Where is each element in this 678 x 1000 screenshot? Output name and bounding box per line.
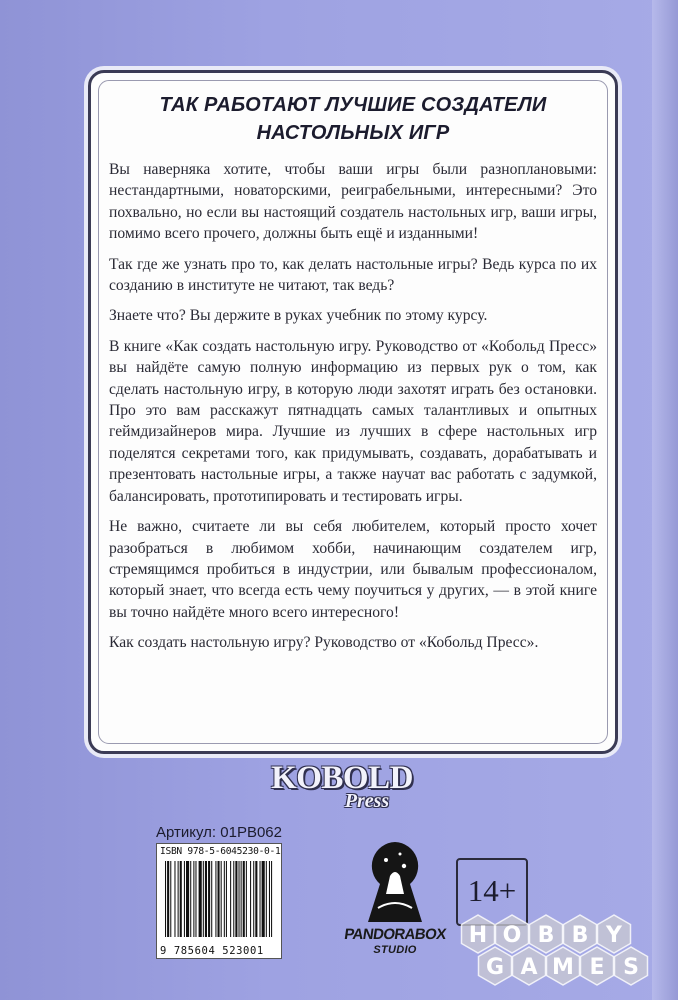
blurb-title-line1: ТАК РАБОТАЮТ ЛУЧШИЕ СОЗДАТЕЛИ: [159, 94, 547, 116]
ean-digits: 9 785604 523001: [160, 945, 264, 957]
watermark-letter: G: [485, 955, 505, 980]
blurb-paragraph-5: Не важно, считаете ли вы себя любителем, который просто хочет разобраться в любимом хобби, начинающим создателем игр, стремящимся пробиться в индустрии, или бывалым профессионалом, который знает, что всегда есть чему поучиться у других, — в этой книге вы точно найдёте много всего интересного!: [109, 518, 597, 621]
watermark-hexagon: [513, 947, 546, 985]
watermark-letter: B: [571, 923, 589, 948]
press-logo-word: Press: [344, 790, 390, 812]
watermark-letter: A: [520, 955, 538, 980]
blurb-paragraph-1: Вы наверняка хотите, чтобы ваши игры были разноплановыми: нестандартными, новаторскими, реиграбельными, интересными? Это похвально, но если вы настоящий создатель настольных игр, ваши игры, помимо всего прочего, должны быть ещё и изданными!: [109, 161, 597, 243]
watermark-letter: Y: [606, 923, 622, 948]
watermark-letter: H: [468, 923, 488, 948]
text-frame: [88, 70, 618, 754]
keyhole-icon: [340, 838, 450, 928]
watermark-hexagon: [598, 915, 631, 953]
watermark-hexagon: [462, 915, 495, 953]
watermark-hexagon: [547, 947, 580, 985]
kobold-logo-word: KOBOLD: [271, 760, 413, 796]
barcode: [163, 861, 275, 941]
watermark-hexagon: [496, 915, 529, 953]
age-rating-badge: 14+: [456, 858, 528, 926]
blurb-paragraph-4: В книге «Как создать настольную игру. Руководство от «Кобольд Пресс» вы найдёте самую полную информацию из первых рук о том, как сделать настольную игру, в которую люди захотят играть без остановки. Про это вам расскажут пятнадцать самых талантливых и опытных геймдизайнеров мира. Лучшие из лучших в сфере настольных игр поделятся секретами того, как придумывать, создавать, дорабатывать и презентовать настольные игры, а также научат вас работать с задумкой, балансировать, прототипировать и тестировать игры.: [109, 337, 597, 505]
pandora-box-name: PANDORABOX: [343, 926, 447, 943]
watermark-letter: E: [589, 955, 605, 980]
isbn-number: ISBN 978-5-6045230-0-1: [160, 846, 281, 857]
watermark-hexagon: [615, 947, 648, 985]
kobold-press-logo: [262, 762, 422, 812]
hobby-games-watermark: [456, 914, 672, 998]
watermark-hexagon: [530, 915, 563, 953]
blurb-paragraph-6: Как создать настольную игру? Руководство от «Кобольд Пресс».: [109, 634, 539, 652]
blurb-text: [109, 159, 597, 663]
barcode-block: [156, 843, 282, 959]
watermark-letter: M: [552, 955, 574, 980]
watermark-letter: B: [537, 923, 555, 948]
pandora-studio-label: STUDIO: [373, 944, 417, 956]
blurb-paragraph-2: Так где же узнать про то, как делать настольные игры? Ведь курса по их созданию в институте не читают, так ведь?: [109, 255, 597, 295]
watermark-hexagon: [479, 947, 512, 985]
cover-edge-shading: [652, 0, 678, 1000]
blurb-paragraph-3: Знаете что? Вы держите в руках учебник по этому курсу.: [109, 307, 488, 325]
watermark-letter: O: [502, 923, 522, 948]
article-number: Артикул: 01PB062: [156, 824, 282, 841]
blurb-title: [91, 91, 615, 147]
watermark-hexagon: [564, 915, 597, 953]
watermark-letter: S: [623, 955, 639, 980]
blurb-title-line2: НАСТОЛЬНЫХ ИГР: [256, 122, 450, 144]
pandora-box-logo: [340, 838, 450, 976]
watermark-hexagon: [581, 947, 614, 985]
